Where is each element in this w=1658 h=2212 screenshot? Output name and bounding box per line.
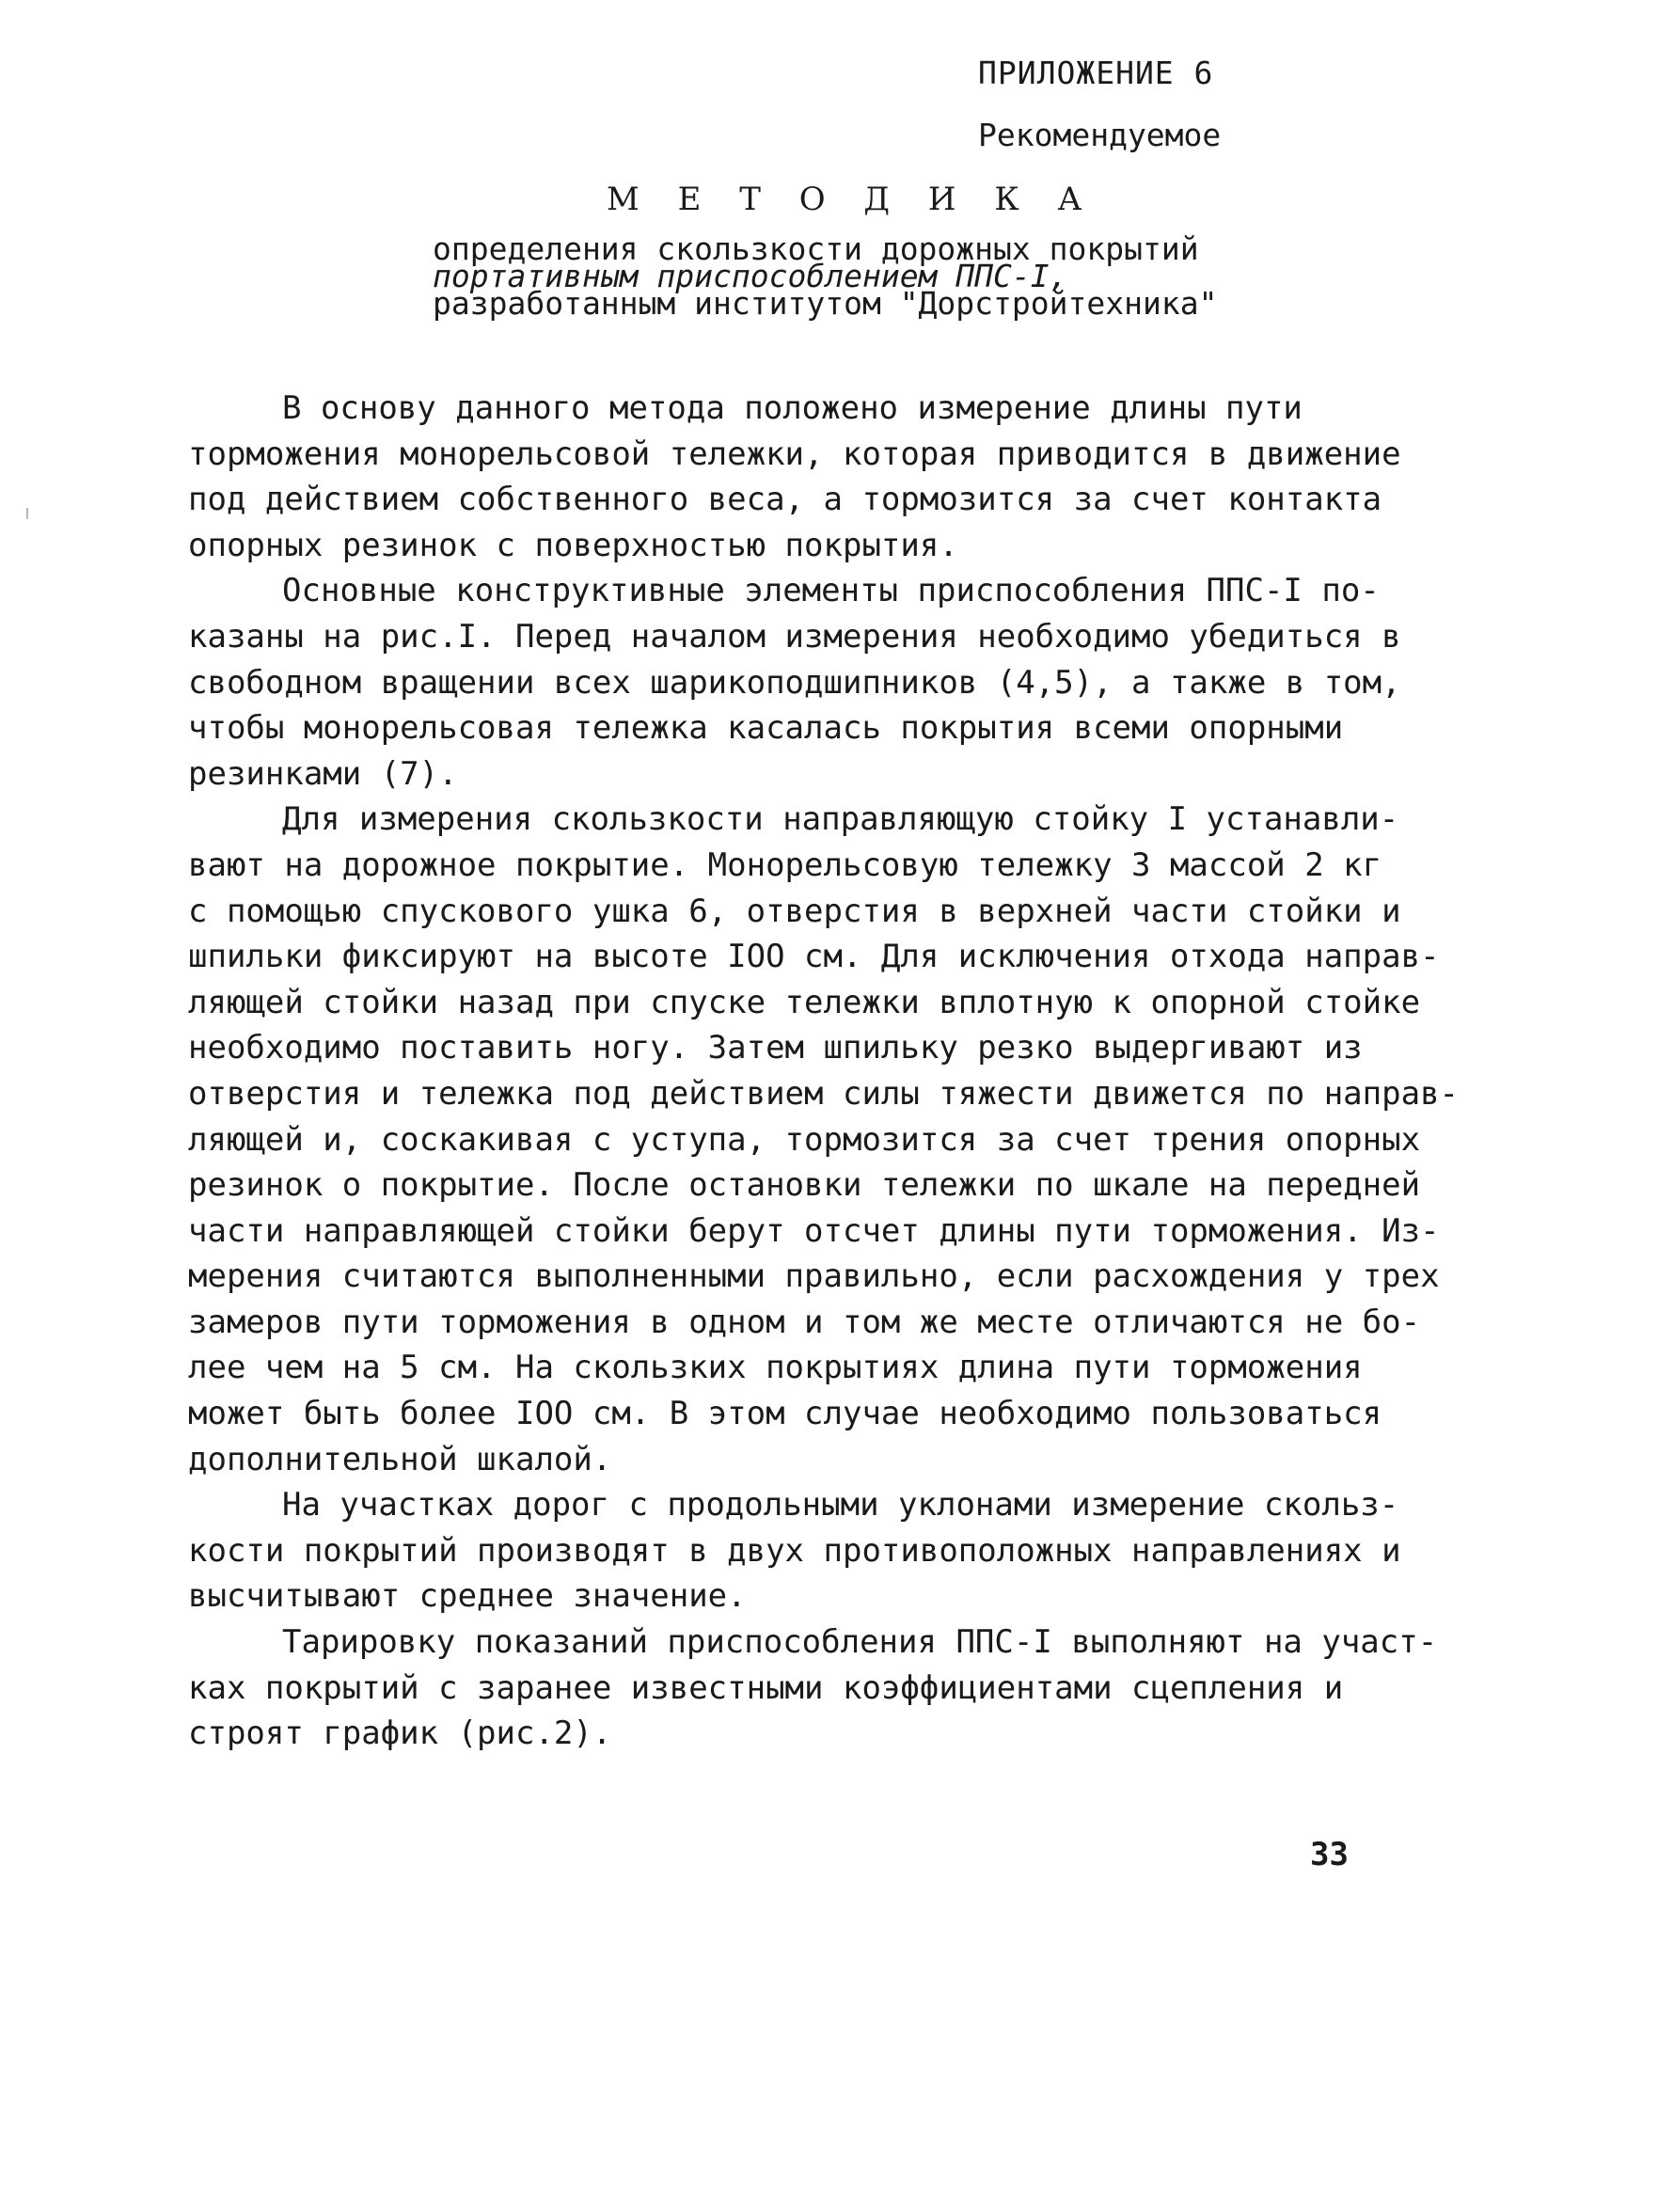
paragraph-line: опорных резинок с поверхностью покрытия. [188, 526, 958, 564]
paragraph-line: В основу данного метода положено измерение длины пути [282, 389, 1303, 427]
paragraph-line: строят график (рис.2). [188, 1714, 612, 1753]
paragraph-line: шпильки фиксируют на высоте IOO см. Для исключения отхода направ- [188, 938, 1440, 976]
paragraph-line: замеров пути торможения в одном и том же месте отличаются не бо- [188, 1303, 1421, 1341]
paragraph-line: Для измерения скользкости направляющую стойку I устанавли- [282, 800, 1399, 839]
subtitle-line: разработанным институтом "Дорстройтехника" [433, 285, 1218, 322]
paragraph-line: резинками (7). [188, 754, 458, 793]
paragraph-line: с помощью спускового ушка 6, отверстия в верхней части стойки и [188, 892, 1401, 930]
paragraph-line: резинок о покрытие. После остановки тележки по шкале на передней [188, 1166, 1421, 1205]
paragraph-line: На участках дорог с продольными уклонами измерение скольз- [282, 1486, 1399, 1525]
subtitle-line: портативным приспособлением ППС-I, [433, 258, 1068, 294]
paragraph-line: необходимо поставить ногу. Затем шпильку резко выдергивают из [188, 1029, 1363, 1067]
appendix-label: ПРИЛОЖЕНИЕ 6 [978, 55, 1214, 91]
paragraph-line: лее чем на 5 см. На скользких покрытиях длина пути торможения [188, 1349, 1363, 1387]
paragraph-line: казаны на рис.I. Перед началом измерения необходимо убедиться в [188, 617, 1401, 656]
paragraph-line: чтобы монорельсовая тележка касалась покрытия всеми опорными [188, 709, 1344, 748]
paragraph-line: кости покрытий производят в двух противоположных направлениях и [188, 1531, 1401, 1570]
paragraph-line: ках покрытий с заранее известными коэффициентами сцепления и [188, 1668, 1344, 1707]
paragraph-line: части направляющей стойки берут отсчет длины пути торможения. Из- [188, 1211, 1440, 1250]
scan-speck [26, 508, 28, 519]
paragraph-line: дополнительной шкалой. [188, 1440, 612, 1478]
page-title: М Е Т О Д И К А [607, 181, 1097, 218]
recommended-label: Рекомендуемое [978, 117, 1222, 153]
paragraph-line: торможения монорельсовой тележки, которая приводится в движение [188, 434, 1401, 473]
paragraph-line: Тарировку показаний приспособления ППС-I выполняют на участ- [282, 1623, 1438, 1662]
paragraph-line: свободном вращении всех шарикоподшипников (4,5), а также в том, [188, 663, 1401, 702]
paragraph-line: ляющей и, соскакивая с уступа, тормозится за счет трения опорных [188, 1120, 1421, 1159]
paragraph-line: может быть более IOO см. В этом случае необходимо пользоваться [188, 1395, 1382, 1433]
body-text [188, 386, 1459, 1757]
paragraph-line: Основные конструктивные элементы приспособления ППС-I по- [282, 572, 1380, 610]
subtitle-line: определения скользкости дорожных покрытий [433, 230, 1199, 267]
paragraph-line: мерения считаются выполненными правильно, если расхождения у трех [188, 1257, 1440, 1296]
paragraph-line: высчитывают среднее значение. [188, 1577, 747, 1616]
paragraph-line: отверстия и тележка под действием силы тяжести движется по направ- [188, 1074, 1460, 1113]
paragraph-line: ляющей стойки назад при спуске тележки вплотную к опорной стойке [188, 983, 1421, 1021]
subtitle-block [433, 230, 1218, 322]
paragraph-line: вают на дорожное покрытие. Монорельсовую тележку 3 массой 2 кг [188, 845, 1382, 884]
page-number: 33 [1310, 1836, 1349, 1873]
paragraph-line: под действием собственного веса, а тормозится за счет контакта [188, 481, 1382, 519]
